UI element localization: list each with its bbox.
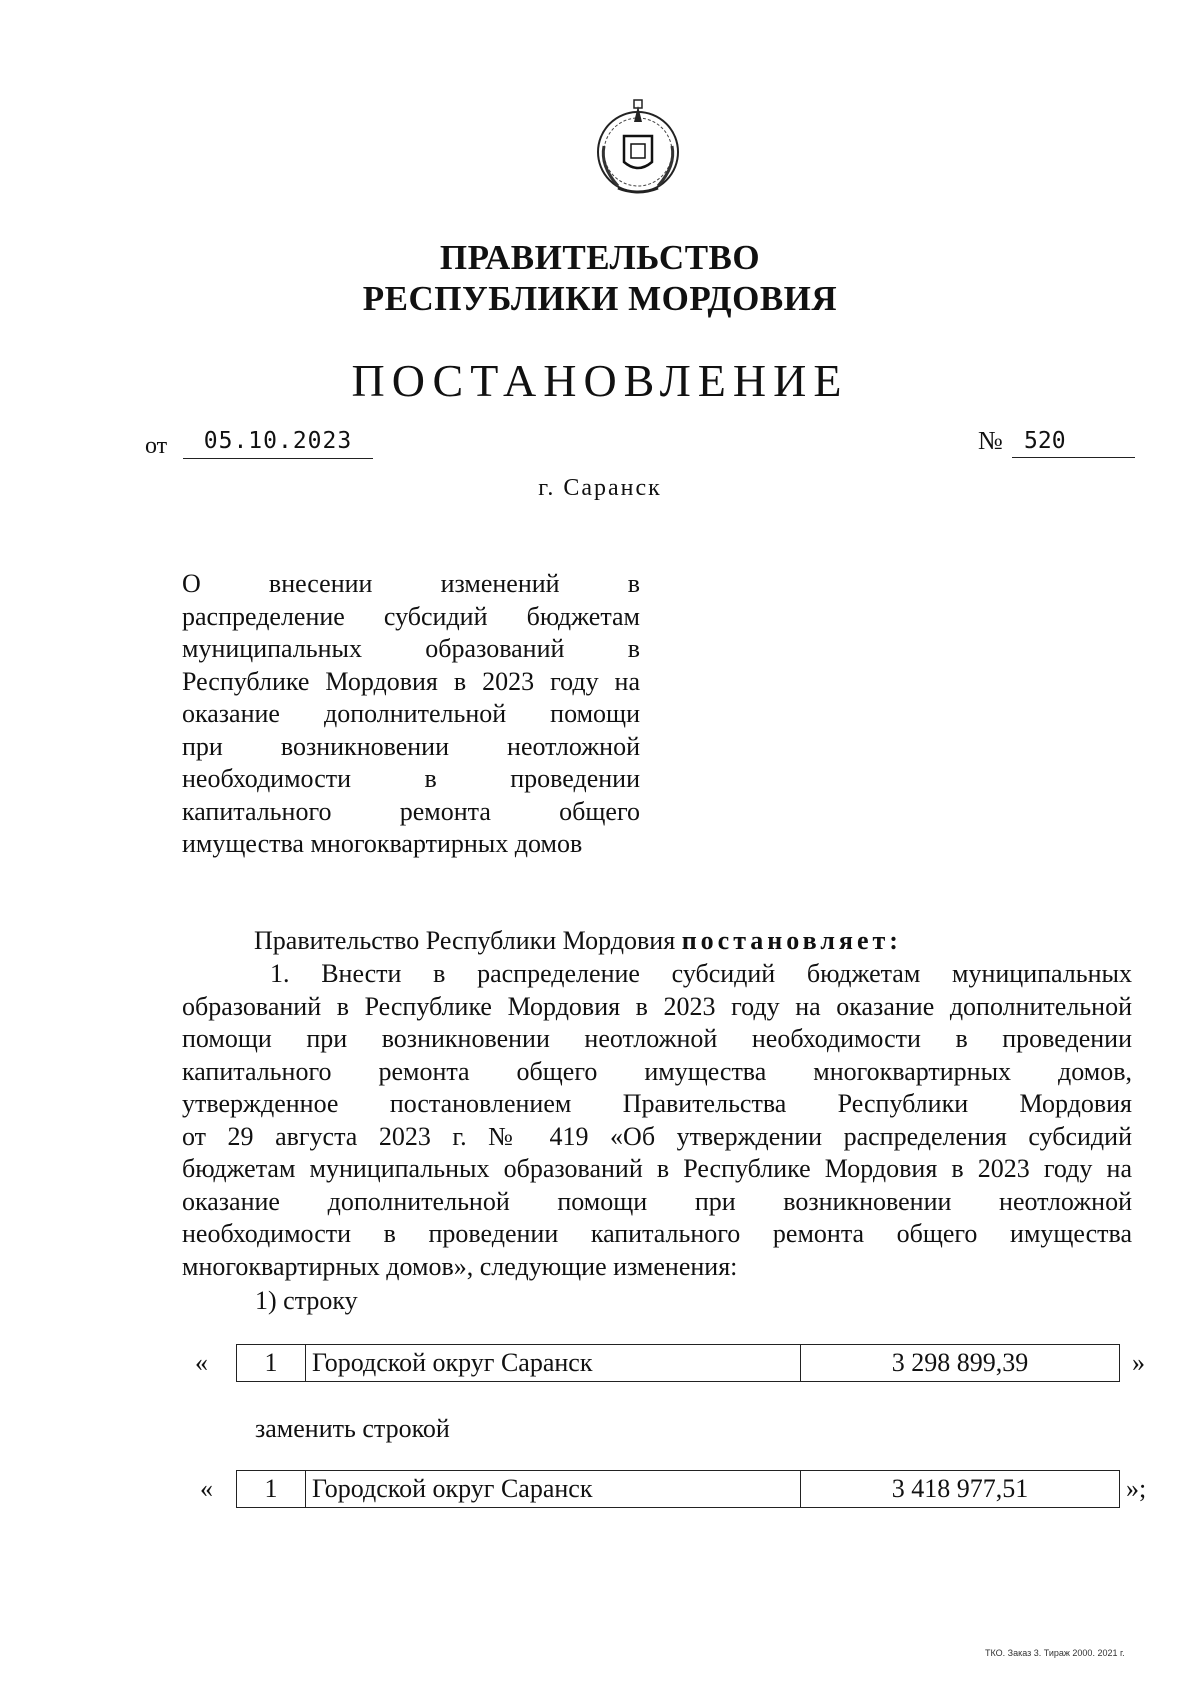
new-row-amount: 3 418 977,51 bbox=[891, 1474, 1029, 1503]
resolution-intro bbox=[182, 925, 1132, 958]
paragraph-line: необходимости в проведении капитального ремонта общего имущества bbox=[182, 1219, 1132, 1248]
document-subject bbox=[182, 568, 640, 861]
paragraph-line: бюджетам муниципальных образований в Республике Мордовия в 2023 году на bbox=[182, 1154, 1132, 1183]
paragraph-line: от 29 августа 2023 г. № 419 «Об утверждении распределения субсидий bbox=[182, 1121, 1132, 1151]
new-row-close-quote: »; bbox=[1126, 1474, 1147, 1503]
subitem-1-label: 1) строку bbox=[255, 1286, 358, 1315]
paragraph-line: многоквартирных домов», следующие изменения: bbox=[182, 1251, 738, 1281]
intro-text: Правительство Республики Мордовия bbox=[254, 926, 682, 955]
new-row-number: 1 bbox=[237, 1471, 306, 1507]
item-1-paragraph bbox=[182, 958, 1132, 1283]
org-name-line2: РЕСПУБЛИКИ МОРДОВИЯ bbox=[362, 279, 838, 318]
document-date: 05.10.2023 bbox=[183, 428, 373, 459]
subject-line: капитального ремонта общего bbox=[182, 796, 640, 826]
document-number: 520 bbox=[1012, 428, 1135, 458]
print-imprint: ТКО. Заказ 3. Тираж 2000. 2021 г. bbox=[985, 1648, 1125, 1658]
org-name-line1: ПРАВИТЕЛЬСТВО bbox=[439, 238, 761, 277]
subject-line: О внесении изменений в bbox=[182, 569, 640, 598]
coat-of-arms-emblem bbox=[590, 96, 686, 200]
old-row-table bbox=[236, 1344, 1120, 1382]
subject-line: имущества многоквартирных домов bbox=[182, 829, 583, 858]
paragraph-line: помощи при возникновении неотложной необходимости в проведении bbox=[182, 1024, 1132, 1053]
new-row-open-quote: « bbox=[200, 1474, 213, 1503]
subject-line: оказание дополнительной помощи bbox=[182, 699, 640, 728]
old-row-amount: 3 298 899,39 bbox=[891, 1348, 1029, 1377]
paragraph-line: 1. Внести в распределение субсидий бюджетам муниципальных bbox=[270, 959, 1132, 988]
paragraph-line: оказание дополнительной помощи при возникновении неотложной bbox=[182, 1186, 1132, 1216]
old-row-number: 1 bbox=[237, 1345, 306, 1381]
new-row-municipality: Городской округ Саранск bbox=[306, 1471, 801, 1507]
city-name: г. Саранск bbox=[538, 475, 662, 501]
old-row-open-quote: « bbox=[195, 1348, 208, 1377]
paragraph-line: образований в Республике Мордовия в 2023 году на оказание дополнительной bbox=[182, 991, 1132, 1021]
subject-line: муниципальных образований в bbox=[182, 634, 640, 663]
replace-with-label: заменить строкой bbox=[255, 1414, 450, 1443]
subject-line: при возникновении неотложной bbox=[182, 731, 640, 761]
new-row-table bbox=[236, 1470, 1120, 1508]
subject-line: необходимости в проведении bbox=[182, 764, 640, 793]
subject-line: распределение субсидий бюджетам bbox=[182, 601, 640, 631]
document-type-title: ПОСТАНОВЛЕНИЕ bbox=[351, 355, 849, 406]
old-row-close-quote: » bbox=[1132, 1348, 1145, 1377]
number-label: № bbox=[978, 426, 1003, 455]
date-prefix-label: от bbox=[145, 433, 168, 459]
old-row-municipality: Городской округ Саранск bbox=[306, 1345, 801, 1381]
intro-decree-word: постановляет: bbox=[681, 926, 902, 955]
subject-line: Республике Мордовия в 2023 году на bbox=[182, 666, 640, 696]
paragraph-line: утвержденное постановлением Правительства Республики Мордовия bbox=[182, 1089, 1132, 1118]
paragraph-line: капитального ремонта общего имущества многоквартирных домов, bbox=[182, 1056, 1132, 1086]
